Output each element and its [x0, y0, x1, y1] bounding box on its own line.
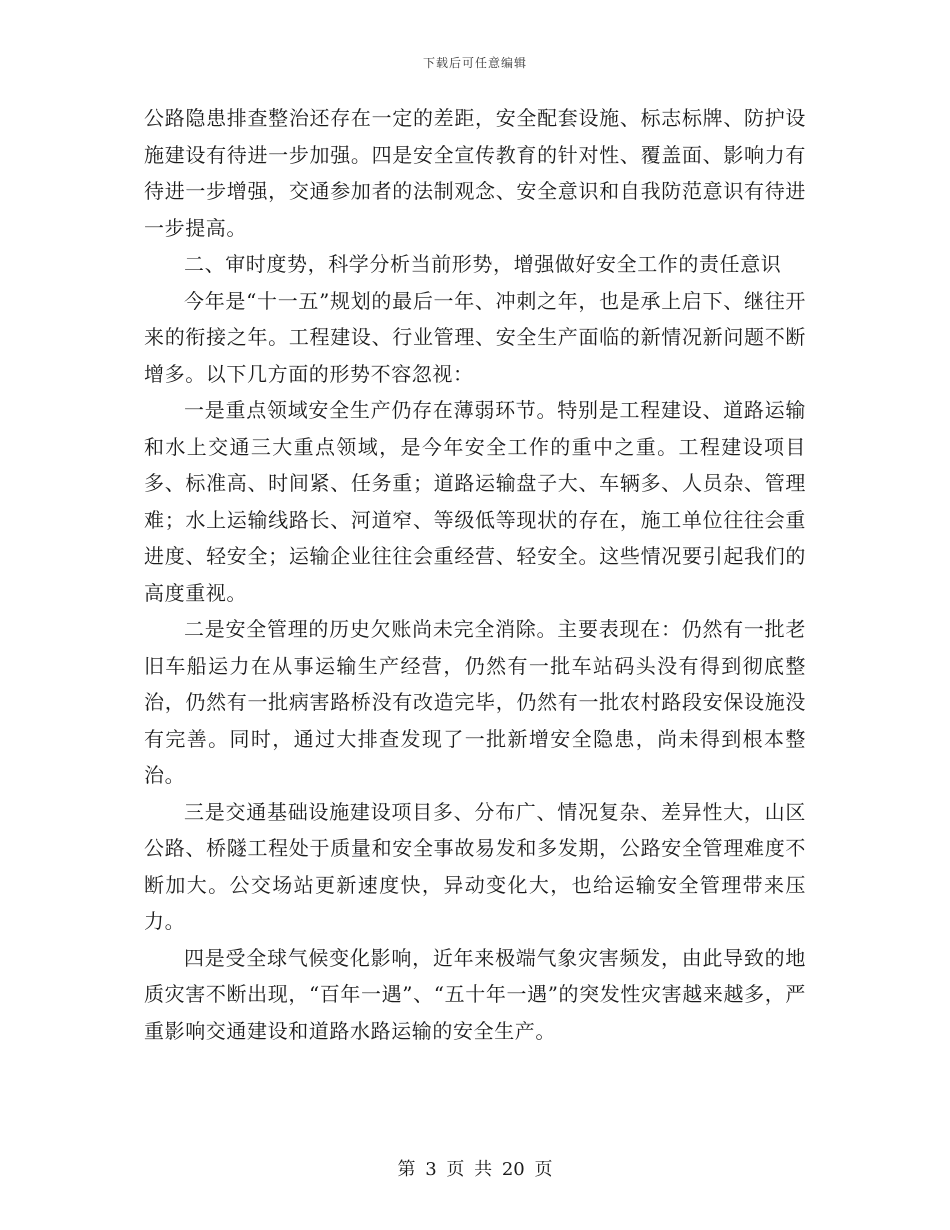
- paragraph-situation: 今年是“十一五”规划的最后一年、冲刺之年，也是承上启下、继往开来的衔接之年。工程建设、行业管理、安全生产面临的新情况新问题不断增多。以下几方面的形势不容忽视：: [144, 288, 806, 386]
- paragraph-point-three: 三是交通基础设施建设项目多、分布广、情况复杂、差异性大，山区公路、桥隧工程处于质量和安全事故易发和多发期，公路安全管理难度不断加大。公交场站更新速度快，异动变化大，也给运输安全管理带来压力。: [144, 799, 806, 933]
- paragraph-continuation: 公路隐患排查整治还存在一定的差距，安全配套设施、标志标牌、防护设施建设有待进一步加强。四是安全宣传教育的针对性、覆盖面、影响力有待进一步增强，交通参加者的法制观念、安全意识和自我防范意识有待进一步提高。: [144, 106, 806, 240]
- page-number-footer: 第 3 页 共 20 页: [397, 1159, 553, 1180]
- paragraph-point-four: 四是受全球气候变化影响，近年来极端气象灾害频发，由此导致的地质灾害不断出现，“百年一遇”、“五十年一遇”的突发性灾害越来越多，严重影响交通建设和道路水路运输的安全生产。: [144, 945, 806, 1043]
- paragraph-point-one: 一是重点领域安全生产仍存在薄弱环节。特别是工程建设、道路运输和水上交通三大重点领域，是今年安全工作的重中之重。工程建设项目多、标准高、时间紧、任务重；道路运输盘子大、车辆多、人员杂、管理难；水上运输线路长、河道窄、等级低等现状的存在，施工单位往往会重进度、轻安全；运输企业往往会重经营、轻安全。这些情况要引起我们的高度重视。: [144, 398, 806, 605]
- paragraph-point-two: 二是安全管理的历史欠账尚未完全消除。主要表现在：仍然有一批老旧车船运力在从事运输生产经营，仍然有一批车站码头没有得到彻底整治，仍然有一批病害路桥没有改造完毕，仍然有一批农村路段安保设施没有完善。同时，通过大排查发现了一批新增安全隐患，尚未得到根本整治。: [144, 617, 806, 787]
- document-body: [144, 100, 806, 1049]
- section-heading: 二、审时度势，科学分析当前形势，增强做好安全工作的责任意识: [184, 252, 782, 276]
- page-header: 下载后可任意编辑: [422, 56, 527, 70]
